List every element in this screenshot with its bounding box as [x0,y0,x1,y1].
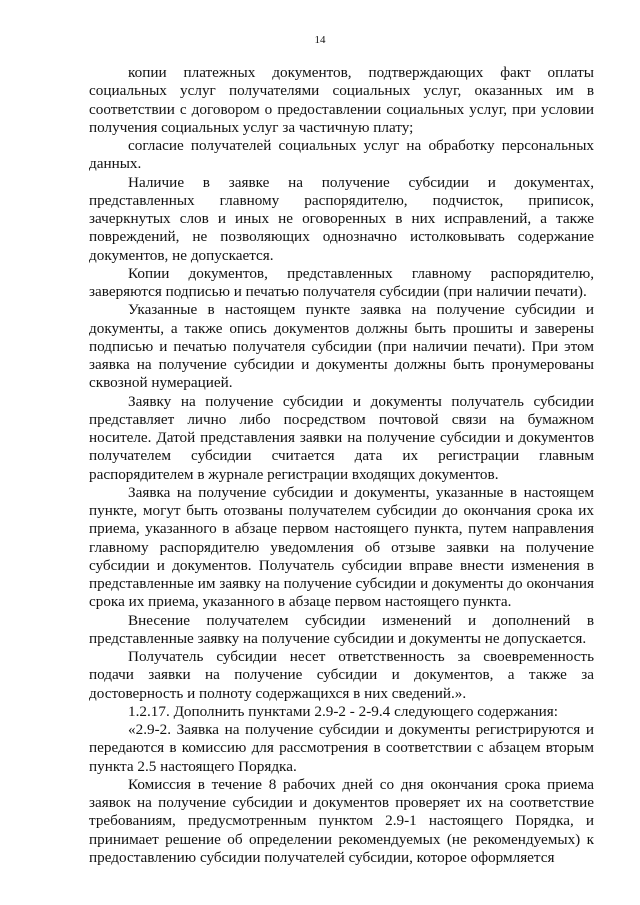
paragraph: Наличие в заявке на получение субсидии и документах, представленных главному распорядителю, подчисток, приписок, зачеркнутых слов и иных не оговоренных в них исправлений, а также повреждений, не позволяющих однозначно истолковывать содержание документов, не допускается. [89,173,594,264]
paragraph: «2.9-2. Заявка на получение субсидии и документы регистрируются и передаются в комиссию для рассмотрения в соответствии с абзацем вторым пункта 2.5 настоящего Порядка. [89,721,594,775]
paragraph: Комиссия в течение 8 рабочих дней со дня окончания срока приема заявок на получение субсидии и документов проверяет их на соответствие требованиям, предусмотренным пунктом 2.9-1 настоящего Порядка, и принимает решение об определении рекомендуемых (не рекомендуемых) к предоставлению субсидии получателей субсидии, которое оформляется [89,775,594,866]
paragraph: Заявка на получение субсидии и документы, указанные в настоящем пункте, могут быть отозваны получателем субсидии до окончания срока их приема, указанного в абзаце первом настоящего пункта, путем направления главному распорядителю уведомления об отзыве заявки на получение субсидии и документов. Получатель субсидии вправе внести изменения в представленные им заявку на получение субсидии и документы до окончания срока их приема, указанного в абзаце первом настоящего пункта. [89,483,594,611]
paragraph: Получатель субсидии несет ответственность за своевременность подачи заявки на получение субсидии и документов, а также за достоверность и полноту содержащихся в них сведений.». [89,648,594,702]
document-body [89,64,594,867]
paragraph: Указанные в настоящем пункте заявка на получение субсидии и документы, а также опись документов должны быть прошиты и заверены подписью и печатью получателя субсидии (при наличии печати). При этом заявка на получение субсидии и документы должны быть пронумерованы сквозной нумерацией. [89,301,594,392]
paragraph: согласие получателей социальных услуг на обработку персональных данных. [89,137,594,173]
paragraph: копии платежных документов, подтверждающих факт оплаты социальных услуг получателями социальных услуг, оказанных им в соответствии с договором о предоставлении социальных услуг, при условии получения социальных услуг за частичную плату; [89,64,594,136]
page-number: 14 [314,34,326,46]
paragraph: Копии документов, представленных главному распорядителю, заверяются подписью и печатью получателя субсидии (при наличии печати). [89,264,594,300]
paragraph: Заявку на получение субсидии и документы получатель субсидии представляет лично либо посредством почтовой связи на бумажном носителе. Датой представления заявки на получение субсидии и документов получателем субсидии считается дата их регистрации главным распорядителем в журнале регистрации входящих документов. [89,392,594,483]
paragraph: Внесение получателем субсидии изменений и дополнений в представленные заявку на получение субсидии и документы не допускается. [89,611,594,647]
paragraph: 1.2.17. Дополнить пунктами 2.9-2 - 2-9.4 следующего содержания: [128,702,558,720]
